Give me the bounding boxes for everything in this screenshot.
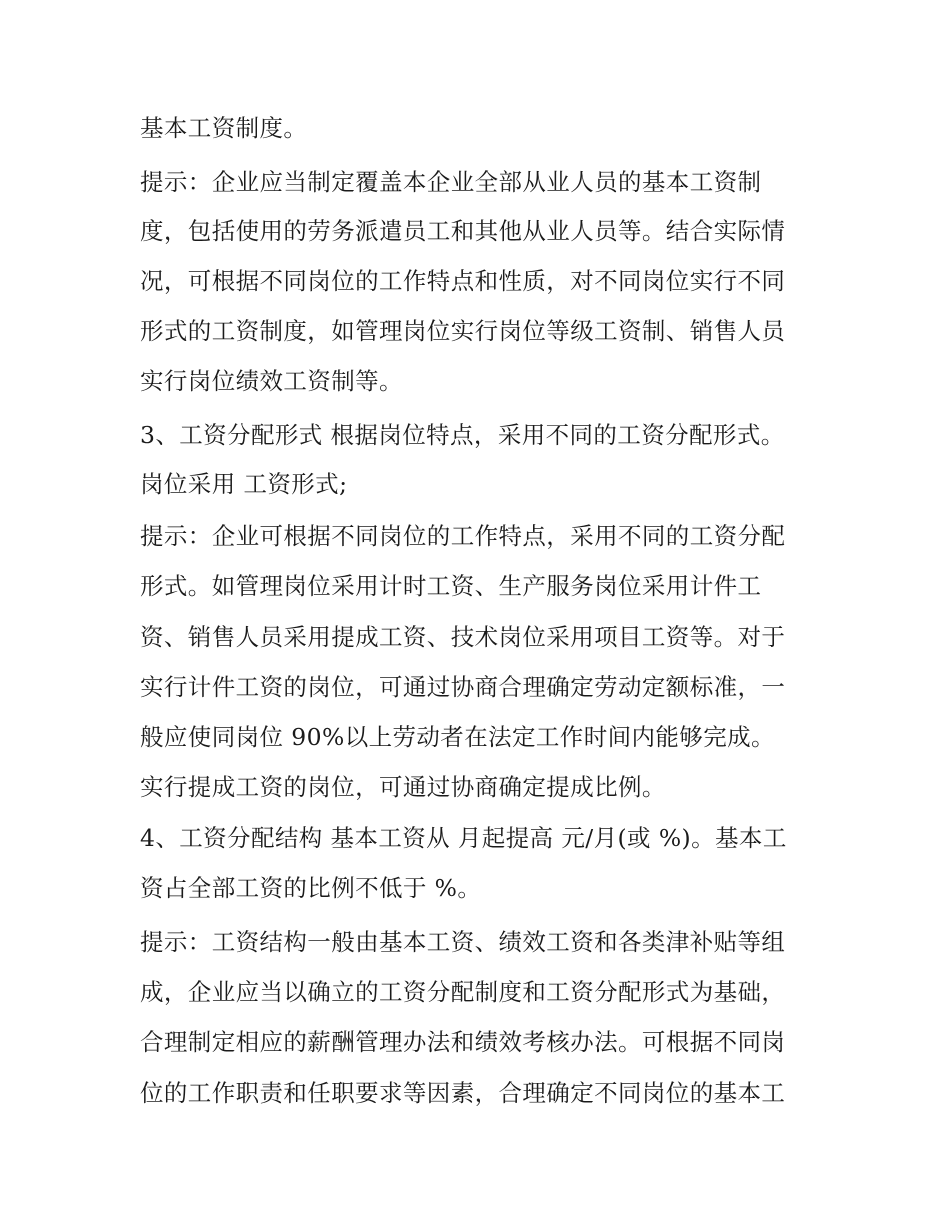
text-line: 提示：工资结构一般由基本工资、绩效工资和各类津补贴等组 — [140, 928, 786, 956]
text-line: 实行计件工资的岗位，可通过协商合理确定劳动定额标准，一 — [140, 673, 786, 701]
text-line: 度，包括使用的劳务派遣员工和其他从业人员等。结合实际情 — [140, 217, 786, 245]
text-line: 岗位采用 工资形式; — [140, 470, 348, 498]
text-line: 资占全部工资的比例不低于 %。 — [140, 874, 482, 902]
text-line: 4、工资分配结构 基本工资从 月起提高 元/月(或 %)。基本工 — [140, 824, 787, 852]
text-line: 提示：企业应当制定覆盖本企业全部从业人员的基本工资制 — [140, 168, 762, 196]
text-line: 位的工作职责和任职要求等因素，合理确定不同岗位的基本工 — [140, 1079, 786, 1107]
text-line: 形式的工资制度，如管理岗位实行岗位等级工资制、销售人员 — [140, 317, 786, 345]
text-line: 实行岗位绩效工资制等。 — [140, 367, 403, 395]
text-line: 况，可根据不同岗位的工作特点和性质，对不同岗位实行不同 — [140, 267, 786, 295]
text-line: 形式。如管理岗位采用计时工资、生产服务岗位采用计件工 — [140, 572, 762, 600]
text-line: 资、销售人员采用提成工资、技术岗位采用项目工资等。对于 — [140, 623, 786, 651]
text-line: 般应使同岗位 90%以上劳动者在法定工作时间内能够完成。 — [140, 723, 775, 751]
text-line: 3、工资分配形式 根据岗位特点，采用不同的工资分配形式。 — [140, 421, 785, 449]
text-line: 成，企业应当以确立的工资分配制度和工资分配形式为基础， — [140, 978, 786, 1006]
text-line: 实行提成工资的岗位，可通过协商确定提成比例。 — [140, 773, 666, 801]
text-line: 提示：企业可根据不同岗位的工作特点，采用不同的工资分配 — [140, 522, 786, 550]
text-line: 合理制定相应的薪酬管理办法和绩效考核办法。可根据不同岗 — [140, 1028, 786, 1056]
text-line: 基本工资制度。 — [140, 114, 308, 142]
